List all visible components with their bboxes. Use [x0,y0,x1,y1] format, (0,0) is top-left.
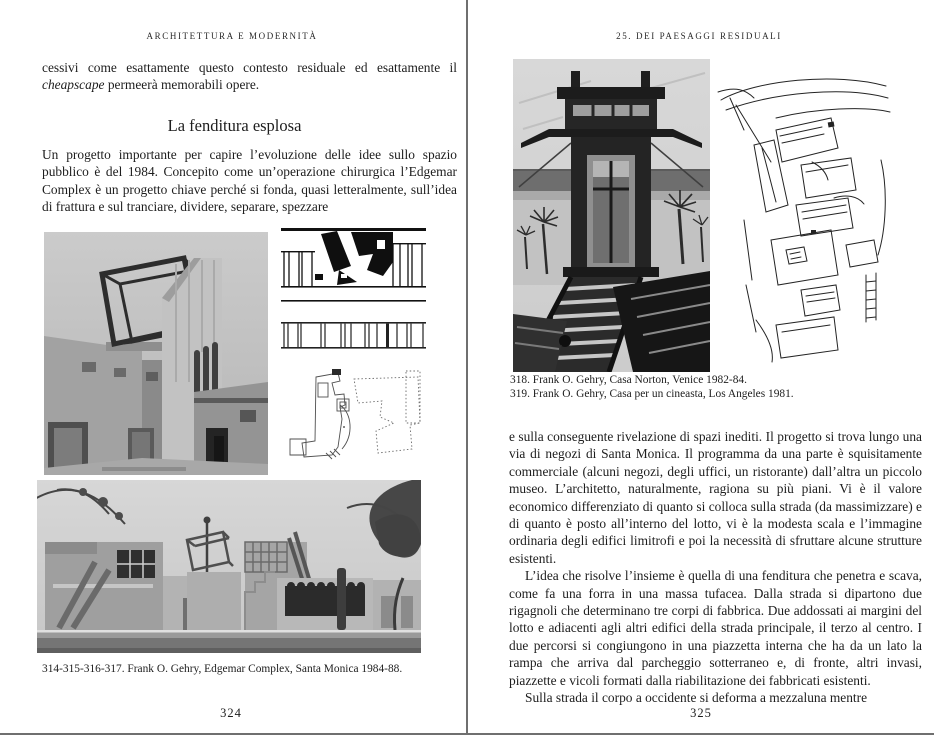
tower-photo-image [513,59,710,372]
street-photo-image [37,480,421,653]
figure-314-courtyard-photo [44,232,268,475]
page-number-left: 324 [220,706,242,720]
right-paragraph-2: L’idea che risolve l’insieme è quella di una fenditura che penetra e scava, come fa una forra in una massa tufacea. Dalla strada si dipartono due rigagnoli che determinano tre corpi di fabbrica. Due addossati ai margini del lotto e adiacenti agli altri edifici della strada principale, il terzo al centro. I due percorsi si congiungono in una piazzetta interna che ha da un lato la rampa che arriva dal parcheggio sotterraneo e, di fronte, altri invasi, piazzette e vicoli formati dalla riabilitazione dei fabbricati esistenti. [509,568,922,688]
intro-italic-term: cheapscape [42,77,105,93]
figure-316-street-strip-drawing [281,320,426,351]
section-heading: La fenditura esplosa [167,116,302,135]
caption-314-317: 314-315-316-317. Frank O. Gehry, Edgemar Complex, Santa Monica 1984-88. [42,663,403,675]
page-number-right: 325 [690,706,712,720]
figure-ground-plan-image [281,228,426,306]
caption-318: 318. Frank O. Gehry, Casa Norton, Venice 1982-84. [510,374,747,386]
captions-318-319 [510,374,922,401]
intro-text-post: permeerà memorabili opere. [107,77,260,93]
courtyard-photo-image [44,232,268,475]
intro-text-pre: cessivi come esattamente questo contesto residuale ed esattamente il [42,60,457,75]
figure-317-site-plan-drawing [282,361,425,468]
running-head-left: ARCHITETTURA E MODERNITÀ [146,31,318,41]
right-paragraph-3: Sulla strada il corpo a occidente si deforma a mezzaluna mentre [525,690,868,706]
figure-315-figure-ground-plan [281,228,426,306]
caption-319: 319. Frank O. Gehry, Casa per un cineasta, Los Angeles 1981. [510,387,794,400]
bottom-edge-rule [0,733,934,735]
casa-cineasta-sketch-image [716,70,892,365]
figure-318-tower-photo [513,59,710,372]
left-body-paragraph: Un progetto importante per capire l’evoluzione delle idee sullo spazio pubblico è del 1984. Concepito come un’operazione chirurgica l’Edgemar Complex è un progetto chiave perché si fonda, quasi letteralmente, sull’idea di frattura e sul tranciare, dividere, separare, spezzare [42,147,457,215]
right-paragraph-1: e sulla conseguente rivelazione di spazi inediti. Il progetto si trova lungo una via di negozi di Santa Monica. Il programma da una parte è squisitamente commerciale (alcuni negozi, degli uffici, un ristorante) dall’altra un piccolo museo. L’architetto, naturalmente, ragiona su più piani. Vi è il valore economico differenziato di quanto si colloca sulla strada (da massimizzare) e di quanto è posto all’interno del lotto, vi è la modesta scala e l’immagine ordinaria degli edifici limitrofi e poi la necessità di sfruttare alcune strutture esistenti. [509,429,922,566]
page-spine-rule [466,0,468,735]
right-body-text [509,428,922,707]
running-head-right: 25. DEI PAESAGGI RESIDUALI [616,31,782,41]
site-plan-image [282,361,425,468]
figure-street-elevation-photo [37,480,421,653]
street-strip-image [281,320,426,351]
paragraph-continuation [42,59,457,94]
figure-319-sketch [716,70,892,365]
